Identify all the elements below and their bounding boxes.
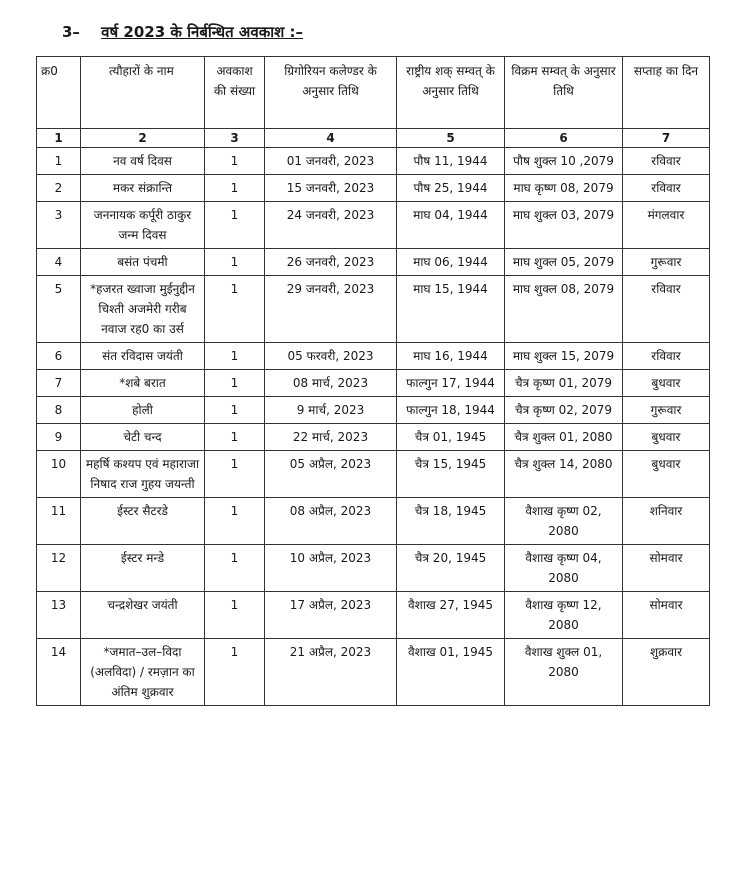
column-number-row [37,129,710,148]
festival-name-cell: *जमात–उल–विदा (अलविदा) / रमज़ान का अंतिम शुक्रवार [81,639,205,706]
header-row [37,57,710,129]
festival-name-cell: मकर संक्रान्ति [81,175,205,202]
gregorian-date-cell: 21 अप्रैल, 2023 [265,639,397,706]
col-header-festival-name: त्यौहारों के नाम [81,57,205,129]
holiday-count-cell: 1 [205,370,265,397]
vikram-date-cell: माघ कृष्ण 08, 2079 [505,175,623,202]
vikram-date-cell: चैत्र शुक्ल 14, 2080 [505,451,623,498]
serial-number-cell: 2 [37,175,81,202]
section-number: 3– [62,23,80,41]
column-number: 3 [205,129,265,148]
festival-name-cell: महर्षि कश्यप एवं महाराजा निषाद राज गुहय जयन्ती [81,451,205,498]
serial-number-cell: 13 [37,592,81,639]
serial-number-cell: 14 [37,639,81,706]
shaka-date-cell: पौष 11, 1944 [397,148,505,175]
col-header-shaka-date: राष्ट्रीय शक् सम्वत् के अनुसार तिथि [397,57,505,129]
serial-number-cell: 6 [37,343,81,370]
gregorian-date-cell: 29 जनवरी, 2023 [265,276,397,343]
gregorian-date-cell: 22 मार्च, 2023 [265,424,397,451]
shaka-date-cell: फाल्गुन 17, 1944 [397,370,505,397]
holiday-count-cell: 1 [205,175,265,202]
serial-number-cell: 8 [37,397,81,424]
column-number: 5 [397,129,505,148]
serial-number-cell: 5 [37,276,81,343]
festival-name-cell: चेटी चन्द [81,424,205,451]
holiday-count-cell: 1 [205,639,265,706]
festival-name-cell: बसंत पंचमी [81,249,205,276]
vikram-date-cell: पौष शुक्ल 10 ,2079 [505,148,623,175]
weekday-cell: बुधवार [623,424,710,451]
serial-number-cell: 4 [37,249,81,276]
column-number: 1 [37,129,81,148]
gregorian-date-cell: 08 मार्च, 2023 [265,370,397,397]
weekday-cell: गुरूवार [623,249,710,276]
col-header-serial: क्र0 [37,57,81,129]
column-number: 6 [505,129,623,148]
serial-number-cell: 1 [37,148,81,175]
table-row [37,276,710,343]
shaka-date-cell: चैत्र 20, 1945 [397,545,505,592]
weekday-cell: सोमवार [623,545,710,592]
col-header-weekday: सप्ताह का दिन [623,57,710,129]
weekday-cell: रविवार [623,148,710,175]
vikram-date-cell: वैशाख शुक्ल 01, 2080 [505,639,623,706]
weekday-cell: रविवार [623,175,710,202]
section-title: वर्ष 2023 के निर्बन्धित अवकाश :– [101,23,304,41]
vikram-date-cell: चैत्र कृष्ण 02, 2079 [505,397,623,424]
shaka-date-cell: माघ 06, 1944 [397,249,505,276]
gregorian-date-cell: 10 अप्रैल, 2023 [265,545,397,592]
shaka-date-cell: वैशाख 27, 1945 [397,592,505,639]
festival-name-cell: नव वर्ष दिवस [81,148,205,175]
weekday-cell: रविवार [623,276,710,343]
serial-number-cell: 11 [37,498,81,545]
table-row [37,370,710,397]
col-header-gregorian-date: ग्रिगोरियन कलेण्डर के अनुसार तिथि [265,57,397,129]
table-row [37,148,710,175]
holiday-count-cell: 1 [205,148,265,175]
gregorian-date-cell: 17 अप्रैल, 2023 [265,592,397,639]
shaka-date-cell: माघ 04, 1944 [397,202,505,249]
holiday-count-cell: 1 [205,202,265,249]
column-number: 7 [623,129,710,148]
weekday-cell: मंगलवार [623,202,710,249]
serial-number-cell: 10 [37,451,81,498]
table-row [37,175,710,202]
vikram-date-cell: माघ शुक्ल 05, 2079 [505,249,623,276]
table-row [37,202,710,249]
table-row [37,592,710,639]
gregorian-date-cell: 05 अप्रैल, 2023 [265,451,397,498]
festival-name-cell: होली [81,397,205,424]
weekday-cell: शुक्रवार [623,639,710,706]
table-row [37,451,710,498]
vikram-date-cell: माघ शुक्ल 08, 2079 [505,276,623,343]
vikram-date-cell: माघ शुक्ल 03, 2079 [505,202,623,249]
vikram-date-cell: माघ शुक्ल 15, 2079 [505,343,623,370]
vikram-date-cell: चैत्र शुक्ल 01, 2080 [505,424,623,451]
holiday-count-cell: 1 [205,592,265,639]
col-header-vikram-date: विक्रम सम्वत् के अनुसार तिथि [505,57,623,129]
column-number: 4 [265,129,397,148]
festival-name-cell: *हजरत ख्वाजा मुईनुद्दीन चिश्ती अजमेरी गरीब नवाज रह0 का उर्स [81,276,205,343]
table-row [37,639,710,706]
serial-number-cell: 3 [37,202,81,249]
gregorian-date-cell: 24 जनवरी, 2023 [265,202,397,249]
weekday-cell: रविवार [623,343,710,370]
holiday-count-cell: 1 [205,249,265,276]
shaka-date-cell: माघ 16, 1944 [397,343,505,370]
vikram-date-cell: चैत्र कृष्ण 01, 2079 [505,370,623,397]
shaka-date-cell: फाल्गुन 18, 1944 [397,397,505,424]
serial-number-cell: 7 [37,370,81,397]
weekday-cell: गुरूवार [623,397,710,424]
weekday-cell: बुधवार [623,370,710,397]
gregorian-date-cell: 08 अप्रैल, 2023 [265,498,397,545]
holiday-count-cell: 1 [205,451,265,498]
holiday-count-cell: 1 [205,498,265,545]
gregorian-date-cell: 05 फरवरी, 2023 [265,343,397,370]
table-row [37,424,710,451]
table-row [37,498,710,545]
table-row [37,545,710,592]
shaka-date-cell: वैशाख 01, 1945 [397,639,505,706]
festival-name-cell: संत रविदास जयंती [81,343,205,370]
serial-number-cell: 9 [37,424,81,451]
section-heading [62,22,303,42]
holiday-count-cell: 1 [205,343,265,370]
gregorian-date-cell: 9 मार्च, 2023 [265,397,397,424]
vikram-date-cell: वैशाख कृष्ण 02, 2080 [505,498,623,545]
festival-name-cell: *शबे बरात [81,370,205,397]
gregorian-date-cell: 15 जनवरी, 2023 [265,175,397,202]
festival-name-cell: चन्द्रशेखर जयंती [81,592,205,639]
shaka-date-cell: चैत्र 18, 1945 [397,498,505,545]
festival-name-cell: जननायक कर्पूरी ठाकुर जन्म दिवस [81,202,205,249]
column-number: 2 [81,129,205,148]
weekday-cell: शनिवार [623,498,710,545]
restricted-holidays-table [36,56,710,706]
holiday-count-cell: 1 [205,276,265,343]
holiday-count-cell: 1 [205,545,265,592]
shaka-date-cell: माघ 15, 1944 [397,276,505,343]
holiday-count-cell: 1 [205,397,265,424]
festival-name-cell: ईस्टर सैटरडे [81,498,205,545]
shaka-date-cell: पौष 25, 1944 [397,175,505,202]
holiday-count-cell: 1 [205,424,265,451]
weekday-cell: बुधवार [623,451,710,498]
shaka-date-cell: चैत्र 01, 1945 [397,424,505,451]
festival-name-cell: ईस्टर मन्डे [81,545,205,592]
table-row [37,249,710,276]
vikram-date-cell: वैशाख कृष्ण 12, 2080 [505,592,623,639]
gregorian-date-cell: 01 जनवरी, 2023 [265,148,397,175]
col-header-holiday-count: अवकाश की संख्या [205,57,265,129]
vikram-date-cell: वैशाख कृष्ण 04, 2080 [505,545,623,592]
shaka-date-cell: चैत्र 15, 1945 [397,451,505,498]
weekday-cell: सोमवार [623,592,710,639]
table-row [37,397,710,424]
serial-number-cell: 12 [37,545,81,592]
table-row [37,343,710,370]
gregorian-date-cell: 26 जनवरी, 2023 [265,249,397,276]
